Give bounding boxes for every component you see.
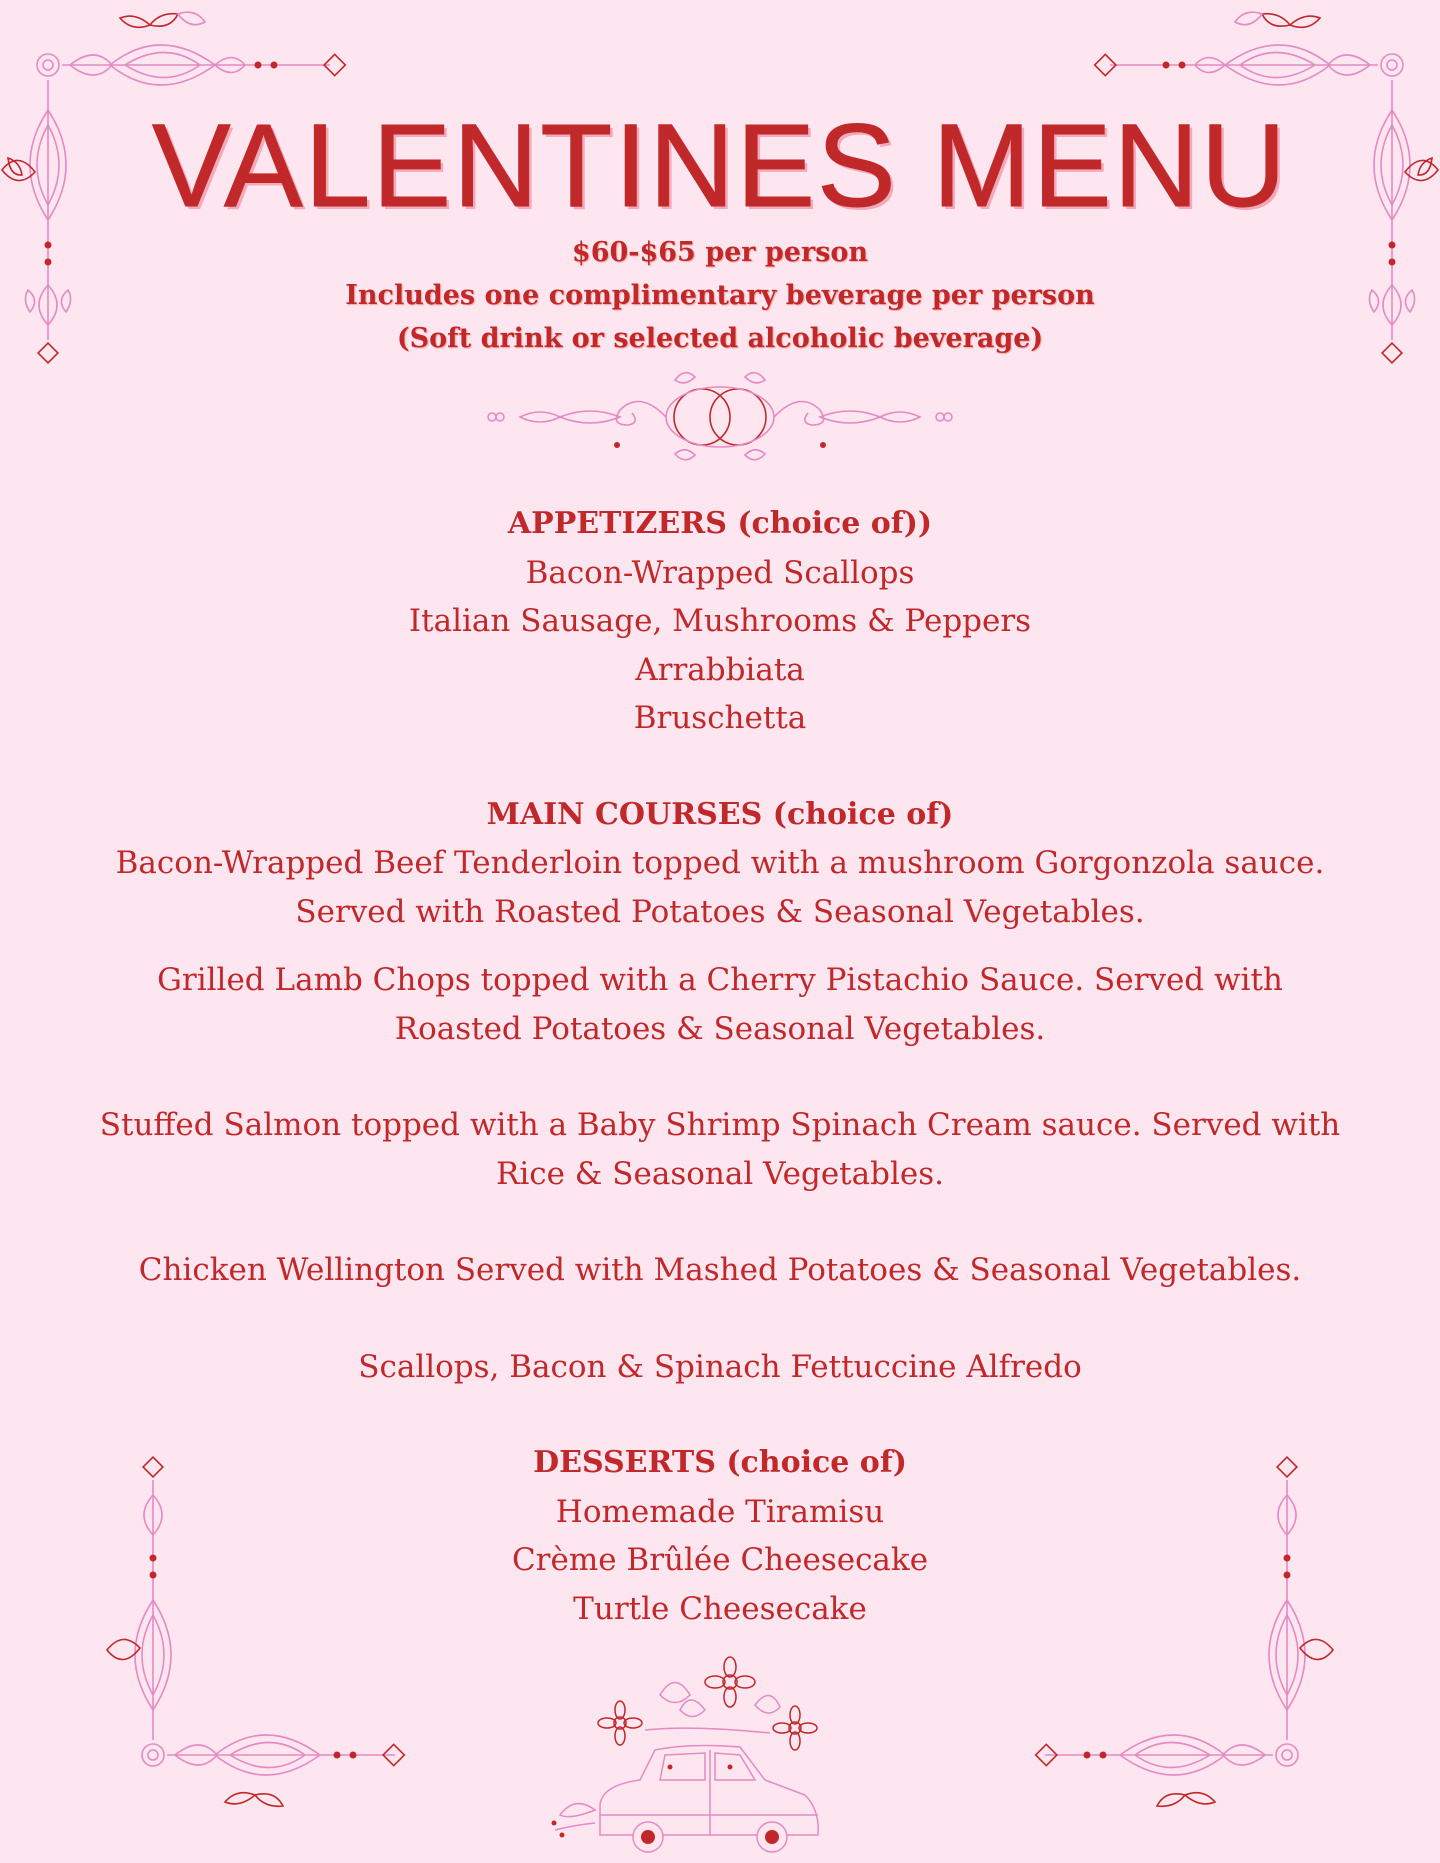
menu-body xyxy=(0,500,1440,1633)
main-item: Chicken Wellington Served with Mashed Potatoes & Seasonal Vegetables. xyxy=(138,1252,1302,1288)
appetizer-item: Arrabbiata xyxy=(635,651,805,688)
mains-heading: MAIN COURSES (choice of) xyxy=(486,796,954,832)
price-text: $60-$65 per person xyxy=(571,237,869,268)
car-with-flowers-icon xyxy=(540,1655,870,1860)
main-item: Scallops, Bacon & Spinach Fettuccine Alfredo xyxy=(358,1348,1082,1385)
main-item: Roasted Potatoes & Seasonal Vegetables. xyxy=(394,1010,1046,1047)
main-item: Rice & Seasonal Vegetables. xyxy=(495,1155,944,1192)
main-item: Stuffed Salmon topped with a Baby Shrimp Spinach Cream sauce. Served with xyxy=(99,1107,1341,1143)
dessert-item: Turtle Cheesecake xyxy=(573,1590,867,1627)
dessert-item: Homemade Tiramisu xyxy=(555,1493,885,1530)
main-item: Bacon-Wrapped Beef Tenderloin topped with a mushroom Gorgonzola sauce. xyxy=(115,845,1325,881)
beverage-note: Includes one complimentary beverage per person xyxy=(345,280,1095,311)
rings-divider-icon xyxy=(480,365,960,465)
main-item: Served with Roasted Potatoes & Seasonal Vegetables. xyxy=(295,893,1145,930)
main-item: Grilled Lamb Chops topped with a Cherry Pistachio Sauce. Served with xyxy=(157,962,1283,998)
appetizer-item: Bruschetta xyxy=(633,700,807,736)
appetizer-item: Italian Sausage, Mushrooms & Peppers xyxy=(408,603,1032,639)
beverage-detail: (Soft drink or selected alcoholic beverage) xyxy=(396,323,1044,354)
appetizer-item: Bacon-Wrapped Scallops xyxy=(525,554,915,591)
appetizers-heading: APPETIZERS (choice of)) xyxy=(507,506,933,541)
desserts-heading: DESSERTS (choice of) xyxy=(533,1445,907,1480)
dessert-item: Crème Brûlée Cheesecake xyxy=(511,1542,929,1578)
menu-title: VALENTINES MENU xyxy=(152,100,1288,232)
